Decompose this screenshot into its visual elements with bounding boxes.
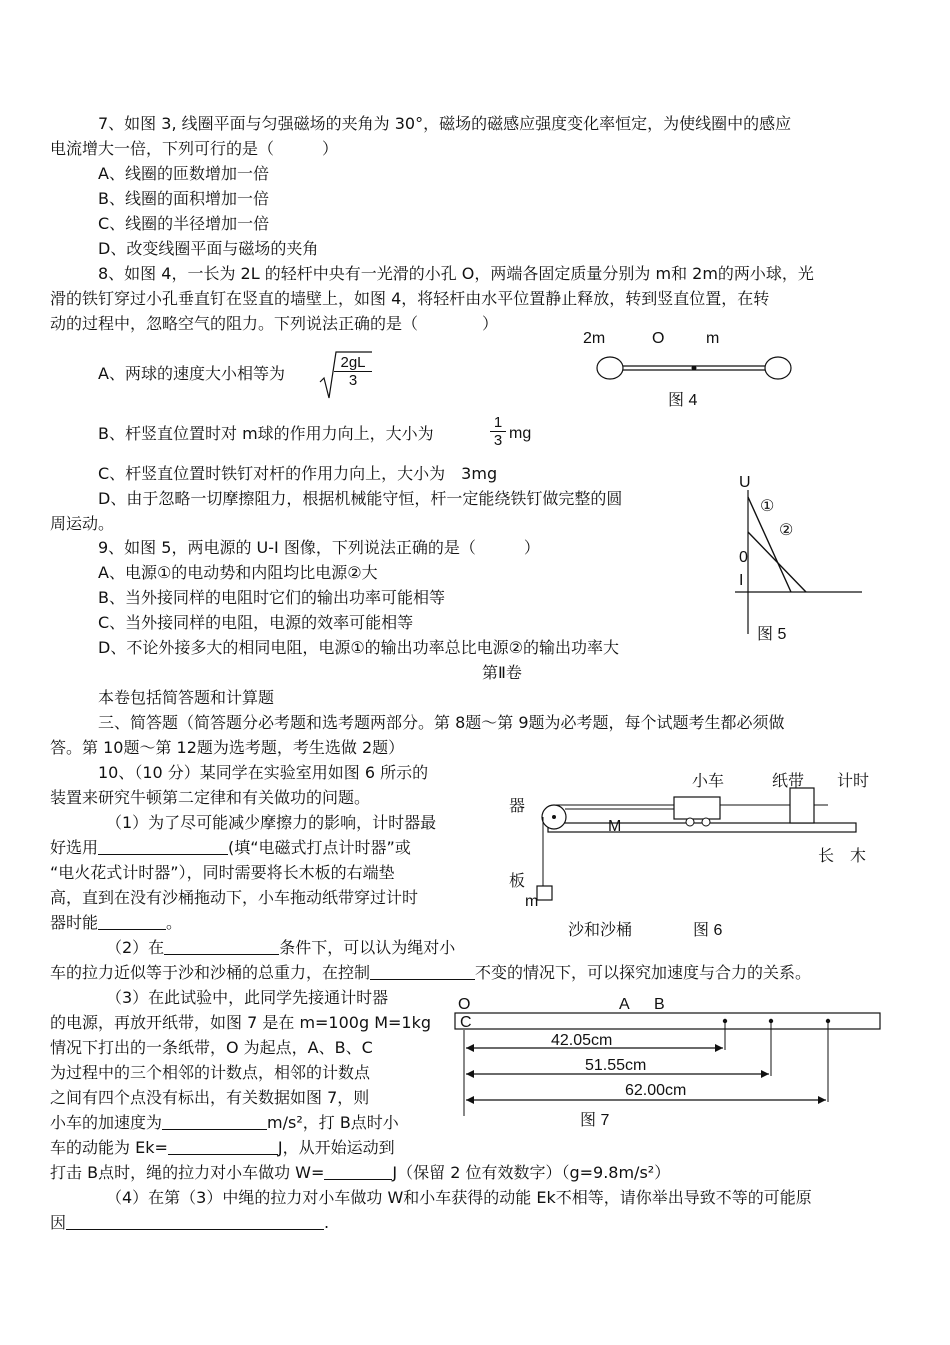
q10-p3-l7-suffix: J，从开始运动到: [277, 1138, 395, 1157]
fig7-label-a: A: [619, 996, 630, 1013]
q8-option-c: C、杆竖直位置时铁钉对杆的作用力向上，大小为 3mg: [98, 464, 498, 483]
q10-p2-line2-suffix: 不变的情况下，可以探究加速度与合力的关系。: [475, 963, 812, 982]
section3-line2: 答。第 10题～第 12题为选考题，考生选做 2题）: [50, 738, 405, 757]
q9-option-a: A、电源①的电动势和内阻均比电源②大: [98, 563, 378, 582]
fig6-label-timer-a: 计时: [837, 773, 870, 790]
q10-p1-l5-prefix: 器时能: [50, 913, 99, 932]
q9-option-b: B、当外接同样的电阻时它们的输出功率可能相等: [98, 588, 445, 607]
q8-b-denominator: 3: [493, 432, 503, 449]
q10-p3-line5: 之间有四个点没有标出，有关数据如图 7，则: [50, 1088, 370, 1107]
q8-stem-line2: 滑的铁钉穿过小孔垂直钉在竖直的墙壁上，如图 4，将轻杆由水平位置静止释放，转到竖直位置，在转: [50, 289, 770, 308]
fig4-label-m: m: [706, 330, 720, 347]
q7-option-d: D、改变线圈平面与磁场的夹角: [98, 239, 319, 258]
q10-p1-l5-suffix: 。: [166, 913, 183, 932]
fig6-caption: 图 6: [693, 922, 723, 939]
fig7-label-b: B: [654, 996, 665, 1013]
fig5-origin: 0: [739, 549, 748, 566]
q10-p3-l8-suffix: J（保留 2 位有效数字）（g=9.8m/s²）: [392, 1163, 671, 1182]
fig7-distance-a: 42.05cm: [551, 1032, 613, 1049]
q10-p2-line2-prefix: 车的拉力近似等于沙和沙桶的总重力，在控制: [50, 963, 371, 982]
q10-p3-l7-prefix: 车的动能为 Ek=: [50, 1138, 168, 1157]
q10-p3-l6-prefix: 小车的加速度为: [50, 1113, 163, 1132]
fig5-axis-i: I: [739, 572, 744, 589]
q10-p3-l8-prefix: 打击 B点时，绳的拉力对小车做功 W=: [50, 1163, 325, 1182]
fig6-label-tape: 纸带: [772, 773, 805, 790]
q10-p2-prefix: （2）在: [106, 938, 165, 957]
fig6-label-m: m: [525, 893, 539, 910]
fig6-label-timer-b: 器: [509, 798, 526, 815]
section3-line1: 三、简答题（简答题分必考题和选考题两部分。第 8题～第 9题为必考题，每个试题考生都必须做: [98, 713, 785, 732]
fig6-label-M: M: [608, 818, 622, 835]
q9-option-c: C、当外接同样的电阻，电源的效率可能相等: [98, 613, 414, 632]
q8-b-numerator: 1: [490, 414, 506, 432]
fig7-distance-c: 62.00cm: [625, 1082, 687, 1099]
q7-option-a: A、线圈的匝数增加一倍: [98, 164, 269, 183]
q10-stem-line2: 装置来研究牛顿第二定律和有关做功的问题。: [50, 788, 371, 807]
q10-p1-suffix: (填“电磁式打点计时器”或: [228, 838, 411, 857]
q10-p3-line2: 的电源，再放开纸带，如图 7 是在 m=100g M=1kg: [50, 1013, 432, 1032]
q10-stem-line1: 10、（10 分）某同学在实验室用如图 6 所示的: [98, 763, 429, 782]
fig6-label-board-b: 板: [509, 873, 526, 890]
q9-stem: 9、如图 5，两电源的 U-I 图像，下列说法正确的是（ ）: [98, 538, 540, 557]
fig7-caption: 图 7: [580, 1112, 610, 1129]
fig5-line-1-label: ①: [760, 498, 775, 515]
q7-stem-line2: 电流增大一倍，下列可行的是（ ）: [50, 139, 339, 158]
q8-option-d-line1: D、由于忽略一切摩擦阻力，根据机械能守恒，杆一定能绕铁钉做完整的圆: [98, 489, 623, 508]
q8-option-b: B、杆竖直位置时对 m球的作用力向上，大小为: [98, 424, 434, 443]
fig5-caption: 图 5: [757, 626, 787, 643]
q10-p1-line1: （1）为了尽可能减少摩擦力的影响，计时器最: [106, 813, 437, 832]
fig5-axis-u: U: [739, 474, 751, 491]
part2-intro: 本卷包括简答题和计算题: [98, 688, 275, 707]
q8-option-a: A、两球的速度大小相等为: [98, 364, 285, 383]
fig6-label-sand: 沙和沙桶: [568, 922, 633, 939]
fig7-label-o: O: [458, 996, 471, 1013]
q8-b-unit: mg: [509, 425, 532, 442]
q7-option-b: B、线圈的面积增加一倍: [98, 189, 269, 208]
q10-p2-suffix: 条件下，可以认为绳对小: [279, 938, 456, 957]
q10-p3-line3: 情况下打出的一条纸带，O 为起点，A、B、C: [50, 1038, 373, 1057]
q8-stem-line3: 动的过程中，忽略空气的阻力。下列说法正确的是（ ）: [50, 314, 499, 333]
fig4-caption: 图 4: [668, 392, 698, 409]
q7-stem-line1: 7、如图 3, 线圈平面与匀强磁场的夹角为 30°，磁场的磁感应强度变化率恒定，为使线圈中的感应: [98, 114, 792, 133]
q10-p4-prefix: 因: [50, 1213, 67, 1232]
q10-p4-suffix: .: [324, 1213, 330, 1232]
part2-title: 第Ⅱ卷: [482, 663, 522, 682]
q10-p1-prefix: 好选用: [50, 838, 99, 857]
q10-p1-line4: 高，直到在没有沙桶拖动下，小车拖动纸带穿过计时: [50, 888, 419, 907]
fig6-label-car: 小车: [692, 773, 725, 790]
q8-a-numerator: 2gL: [334, 354, 372, 372]
q8-a-denominator: 3: [348, 372, 358, 389]
q10-p3-line4: 为过程中的三个相邻的计数点，相邻的计数点: [50, 1063, 371, 1082]
q10-p4-line1: （4）在第（3）中绳的拉力对小车做功 W和小车获得的动能 Ek不相等，请你举出导致不等的可能原: [106, 1188, 812, 1207]
q8-stem-line1: 8、如图 4，一长为 2L 的轻杆中央有一光滑的小孔 O，两端各固定质量分别为 m和 2m的两小球，光: [98, 264, 814, 283]
fig4-label-2m: 2m: [583, 330, 606, 347]
fig6-label-board-a: 长 木: [818, 848, 867, 865]
fig4-label-o: O: [652, 330, 665, 347]
fig5-line-2-label: ②: [779, 522, 794, 539]
q10-p3-line1: （3）在此试验中，此同学先接通计时器: [106, 988, 389, 1007]
fig7-distance-b: 51.55cm: [585, 1057, 647, 1074]
q7-option-c: C、线圈的半径增加一倍: [98, 214, 270, 233]
q10-p3-l6-suffix: m/s²，打 B点时小: [267, 1113, 399, 1132]
q9-option-d: D、不论外接多大的相同电阻，电源①的输出功率总比电源②的输出功率大: [98, 638, 620, 657]
q8-option-d-line2: 周运动。: [50, 514, 115, 533]
fig7-label-c: C: [460, 1014, 472, 1031]
q10-p1-line3: “电火花式计时器”），同时需要将长木板的右端垫: [50, 863, 395, 882]
